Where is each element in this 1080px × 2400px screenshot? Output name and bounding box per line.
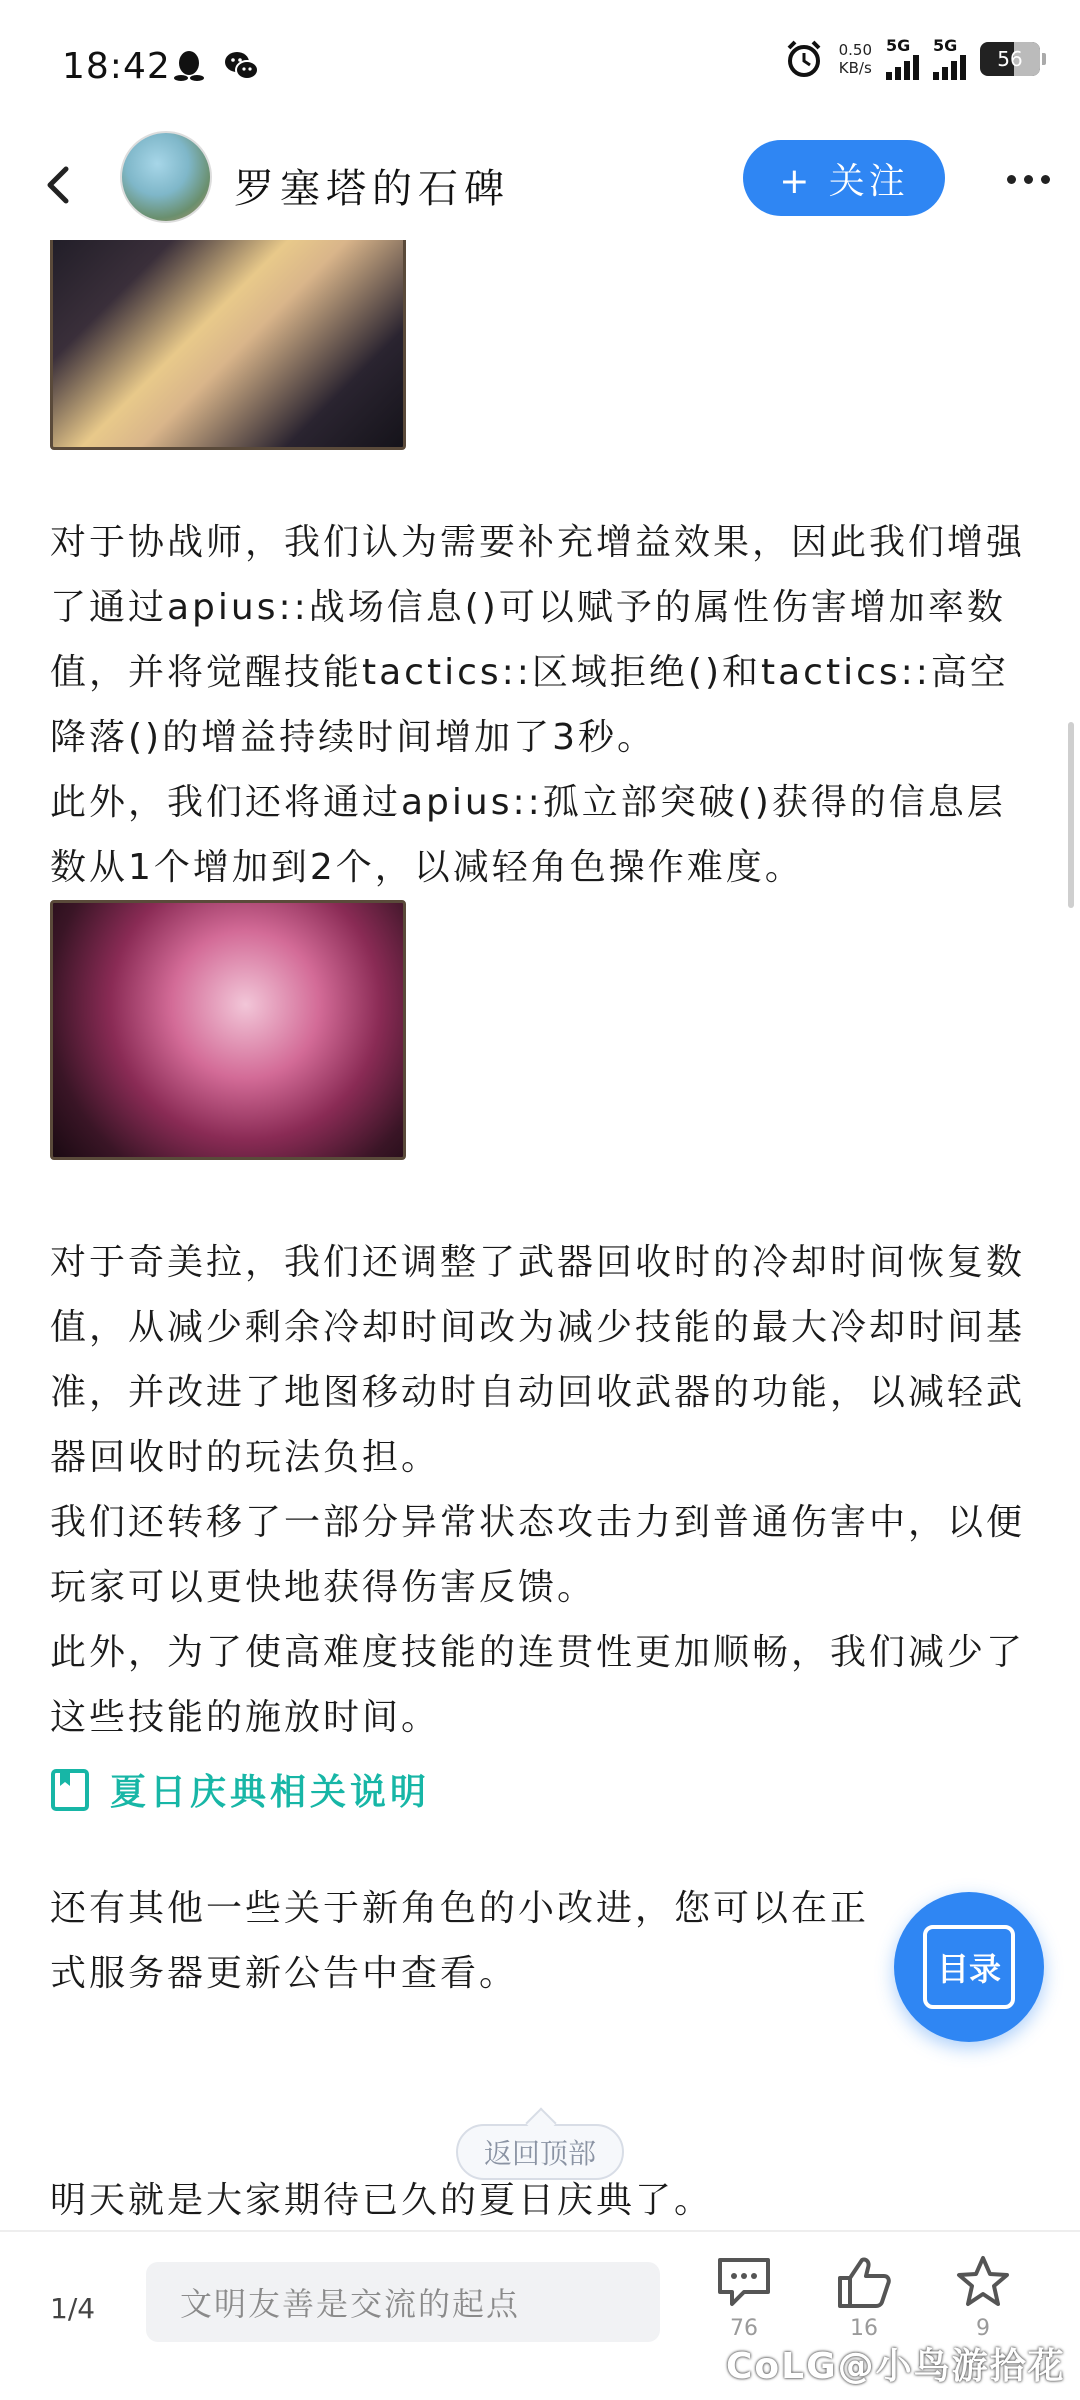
paragraph: 此外，为了使高难度技能的连贯性更加顺畅，我们减少了这些技能的施放时间。: [50, 1632, 1026, 1738]
watermark: CoLG@小鸟游拾花: [726, 2346, 1066, 2387]
paragraph: 还有其他一些关于新角色的小改进，您可以在正式服务器更新公告中查看。: [50, 1888, 870, 1994]
status-bar: [0, 0, 1080, 135]
post-header: [0, 135, 1080, 240]
related-link[interactable]: [50, 1764, 430, 1815]
author-name[interactable]: 罗塞塔的石碑: [234, 166, 510, 212]
toc-label: 目录: [923, 1925, 1015, 2009]
wechat-icon: [222, 46, 260, 84]
paragraph: 对于奇美拉，我们还调整了武器回收时的冷却时间恢复数值，从减少剩余冷却时间改为减少技能的最大冷却时间基准，并改进了地图移动时自动回收武器的功能，以减轻武器回收时的玩法负担。: [50, 1242, 1026, 1478]
signal-sim1: [886, 38, 919, 80]
alarm-icon: [783, 38, 825, 80]
paragraph: 明天就是大家期待已久的夏日庆典了。: [50, 2180, 714, 2221]
link-text[interactable]: 夏日庆典相关说明: [110, 1772, 431, 1813]
qq-icon: [170, 46, 208, 84]
paragraph: 对于协战师，我们认为需要补充增益效果，因此我们增强了通过apius::战场信息()可以赋予的属性伤害增加率数值，并将觉醒技能tactics::区域拒绝()和tactics::高空降落()的增益持续时间增加了3秒。: [50, 522, 1026, 758]
character-artwork-image[interactable]: [50, 900, 406, 1160]
star-icon: [953, 2254, 1013, 2310]
signal-bars-icon: [886, 54, 919, 80]
comment-count: 76: [730, 2316, 758, 2341]
notification-icons: [170, 46, 260, 84]
follow-button[interactable]: + 关注: [743, 140, 945, 216]
page-indicator[interactable]: 1/4: [50, 2292, 96, 2325]
thumbs-up-icon: [834, 2254, 894, 2310]
back-to-top-button[interactable]: 返回顶部: [456, 2124, 624, 2180]
signal-sim2: [933, 38, 966, 80]
sim1-label: 5G: [886, 36, 911, 55]
like-button[interactable]: [824, 2254, 904, 2341]
net-speed: [839, 41, 872, 77]
paragraph: 此外，我们还将通过apius::孤立部突破()获得的信息层数从1个增加到2个，以减轻角色操作难度。: [50, 782, 1006, 888]
bookmark-icon: [50, 1768, 90, 1812]
table-of-contents-button[interactable]: [894, 1892, 1044, 2042]
status-time: 18:42: [62, 46, 171, 87]
net-speed-unit: KB/s: [838, 59, 872, 77]
comment-input[interactable]: 文明友善是交流的起点: [146, 2262, 660, 2342]
battery-icon: [980, 42, 1040, 76]
character-artwork-image[interactable]: [50, 240, 406, 450]
back-arrow-icon[interactable]: [30, 155, 90, 215]
comment-icon: [714, 2254, 774, 2310]
favorite-button[interactable]: [943, 2254, 1023, 2341]
net-speed-value: 0.50: [838, 41, 872, 59]
battery-level: 56: [997, 47, 1023, 71]
more-options-icon[interactable]: [998, 159, 1058, 199]
paragraph: 我们还转移了一部分异常状态攻击力到普通伤害中，以便玩家可以更快地获得伤害反馈。: [50, 1502, 1026, 1608]
favorite-count: 9: [976, 2316, 990, 2341]
like-count: 16: [850, 2316, 878, 2341]
comment-button[interactable]: [704, 2254, 784, 2341]
sim2-label: 5G: [933, 36, 958, 55]
status-right: [783, 38, 1040, 80]
avatar[interactable]: [120, 131, 212, 223]
scrollbar[interactable]: [1068, 722, 1074, 908]
signal-bars-icon: [933, 54, 966, 80]
